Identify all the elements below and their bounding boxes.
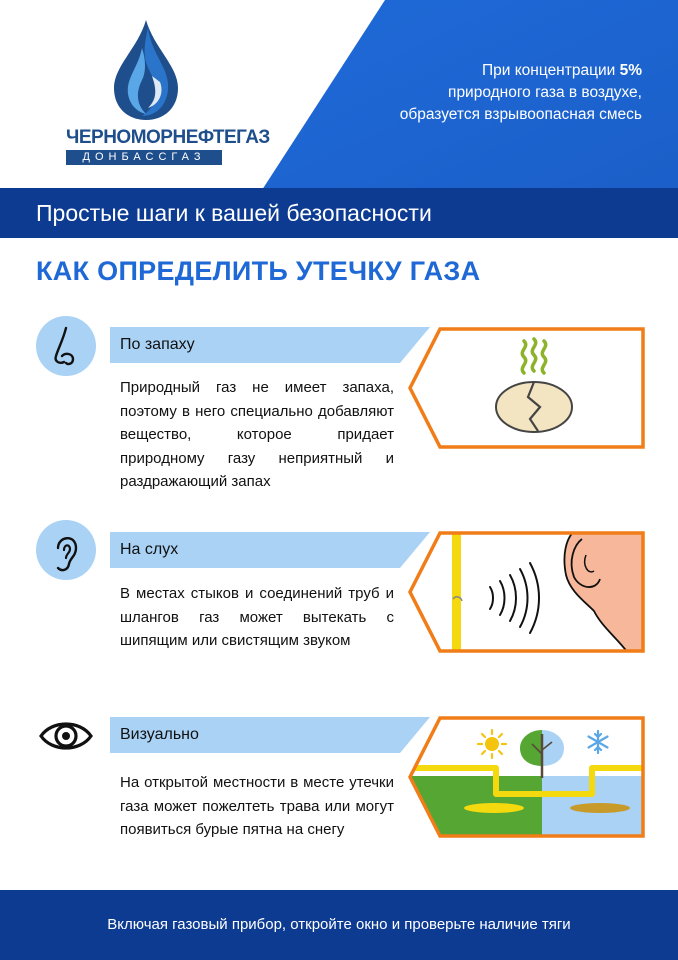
gas-concentration-note [312,60,642,126]
note-line1-text: При концентрации [482,62,620,79]
section-label-visual: Визуально [120,726,199,743]
hissing-pipe-picture [406,531,646,653]
ear-icon [36,520,96,580]
brand-subtitle: ДОНБАССГАЗ [66,150,222,165]
page-title: КАК ОПРЕДЕЛИТЬ УТЕЧКУ ГАЗА [36,256,481,286]
section-text-visual: На открытой местности в месте утечки газа может пожелтеть трава или могут появиться бурые пятна на снегу [120,774,394,838]
note-line2-text: природного газа в воздухе, [448,84,642,101]
section-text-smell: Природный газ не имеет запаха, поэтому в него специально добавляют вещество, которое придает природному газу неприятный и раздражающий запах [120,379,394,490]
logo-drop-icon [108,18,184,122]
band-title: Простые шаги к вашей безопасности [36,200,432,226]
rotten-egg-picture [406,327,646,449]
note-line3-text: образуется взрывоопасная смесь [399,106,642,123]
section-label-smell: По запаху [120,336,195,353]
note-percent-value: 5% [619,62,642,79]
nose-icon [36,316,96,376]
section-text-hearing: В местах стыков и соединений труб и шлангов газ может вытекать с шипящим или свистящим звуком [120,585,394,649]
eye-icon [36,712,96,760]
brand-name: ЧЕРНОМОРНЕФТЕГАЗ [66,127,270,148]
grass-snow-picture [406,716,646,838]
section-label-hearing: На слух [120,541,179,558]
footer-note: Включая газовый прибор, откройте окно и проверьте наличие тяги [107,916,571,933]
